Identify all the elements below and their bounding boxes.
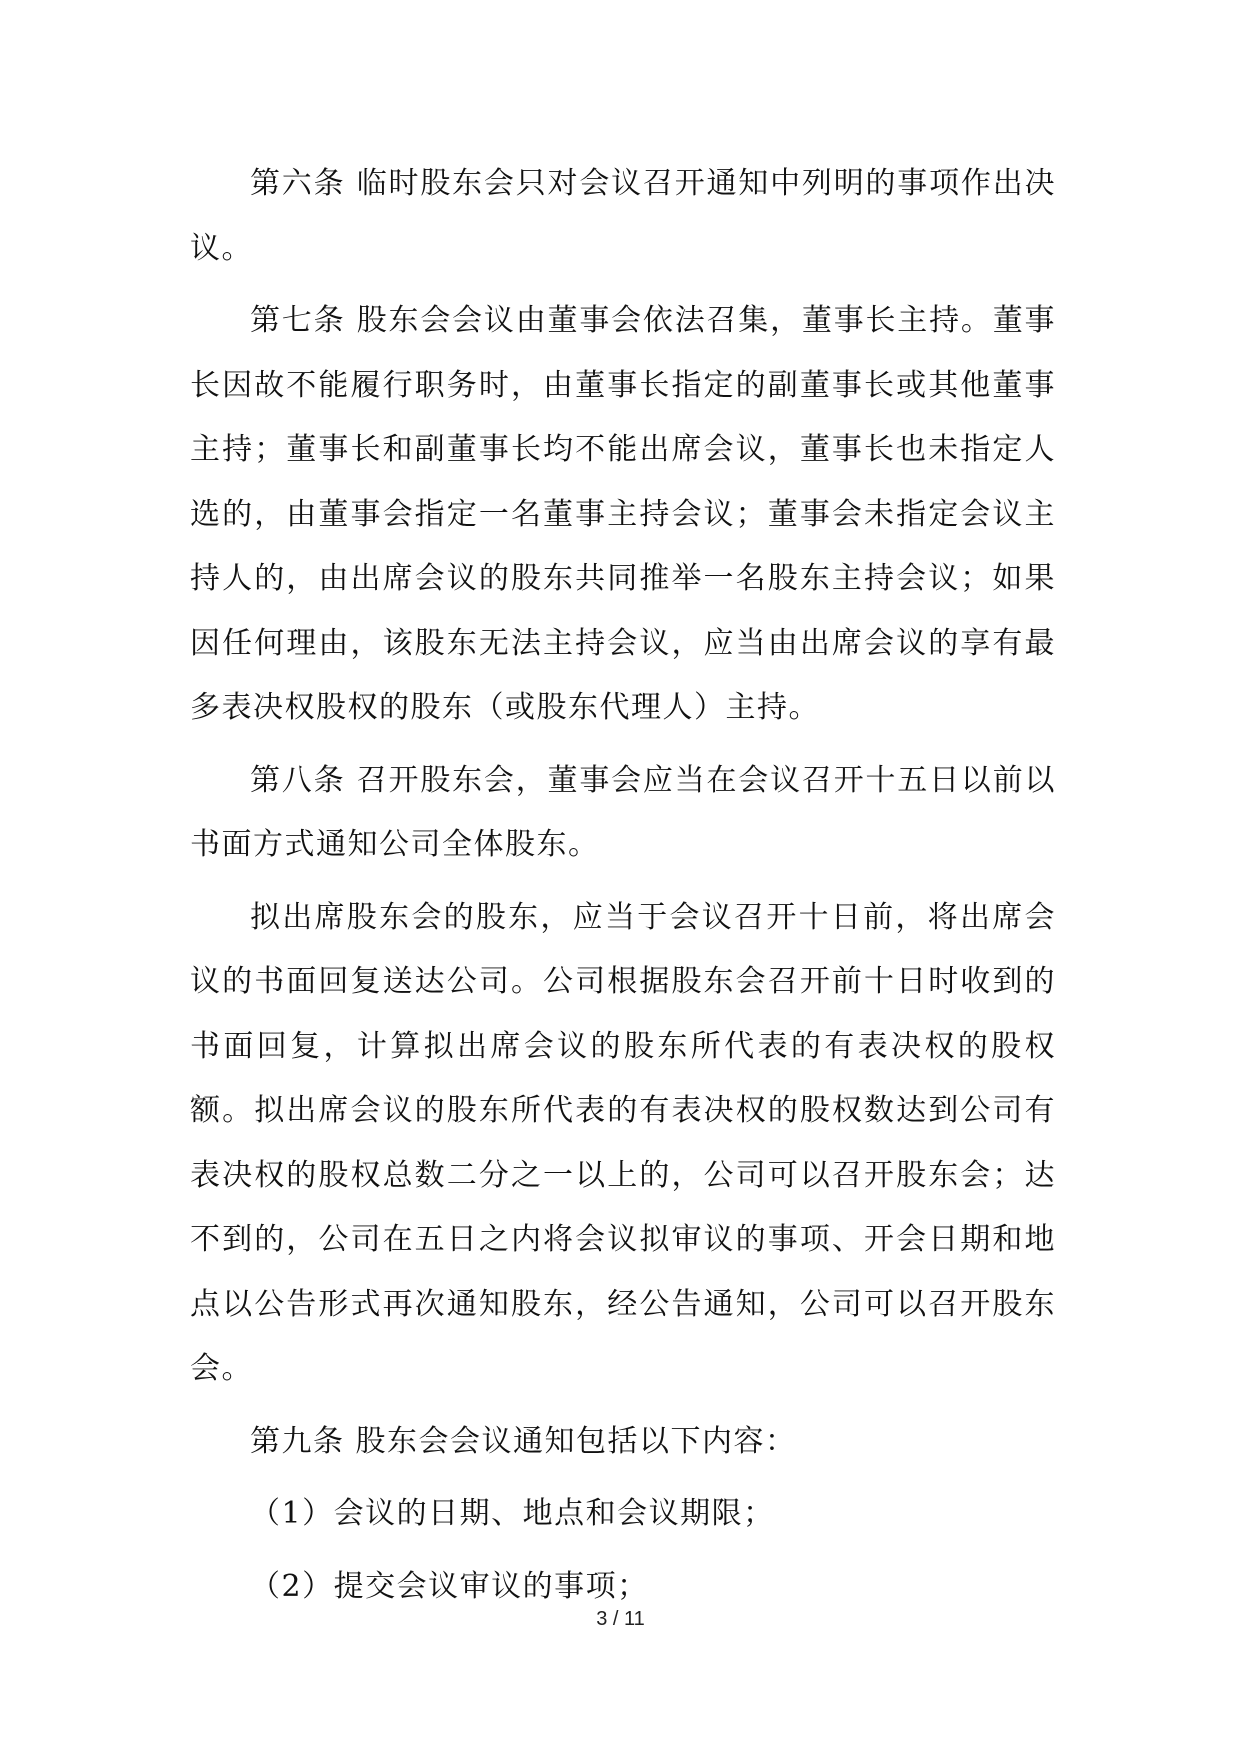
attendance-reply-paragraph: 拟出席股东会的股东，应当于会议召开十日前，将出席会议的书面回复送达公司。公司根据股东会召开前十日时收到的书面回复，计算拟出席会议的股东所代表的有表决权的股权额。拟出席会议的股东所代表的有表决权的股权数达到公司有表决权的股权总数二分之一以上的，公司可以召开股东会；达不到的，公司在五日之内将会议拟审议的事项、开会日期和地点以公告形式再次通知股东，经公告通知，公司可以召开股东会。 (190, 899, 1056, 1386)
article-8-paragraph: 第八条 召开股东会，董事会应当在会议召开十五日以前以书面方式通知公司全体股东。 (190, 762, 1056, 862)
document-body (190, 152, 1056, 1619)
notice-item-2: （2）提交会议审议的事项； (250, 1568, 649, 1604)
article-6-paragraph: 第六条 临时股东会只对会议召开通知中列明的事项作出决议。 (190, 166, 1056, 266)
page-number: 3 / 11 (596, 1608, 645, 1630)
article-7-paragraph: 第七条 股东会会议由董事会依法召集，董事长主持。董事长因故不能履行职务时，由董事长指定的副董事长或其他董事主持；董事长和副董事长均不能出席会议，董事长也未指定人选的，由董事会指定一名董事主持会议；董事会未指定会议主持人的，由出席会议的股东共同推举一名股东主持会议；如果因任何理由，该股东无法主持会议，应当由出席会议的享有最多表决权股权的股东（或股东代理人）主持。 (190, 303, 1056, 725)
article-9-paragraph: 第九条 股东会会议通知包括以下内容： (250, 1423, 797, 1459)
notice-item-1: （1）会议的日期、地点和会议期限； (250, 1496, 775, 1531)
